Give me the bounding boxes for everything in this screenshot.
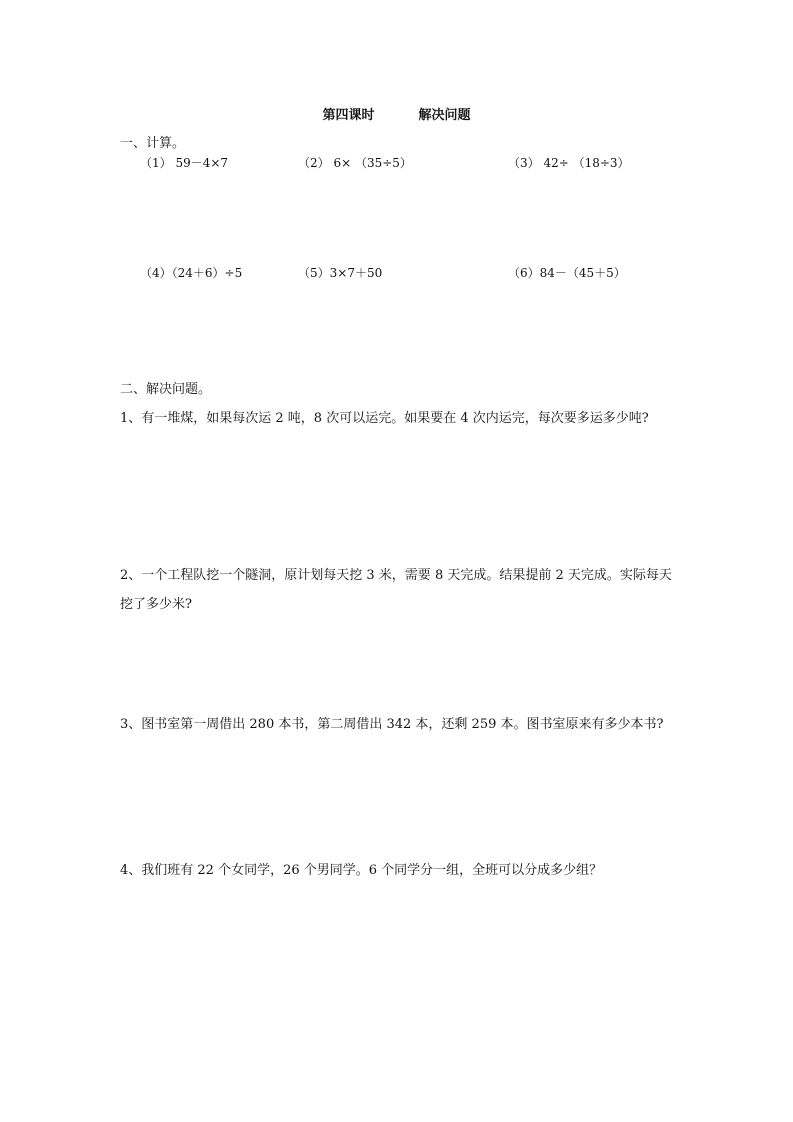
lesson-label: 第四课时	[322, 108, 375, 123]
expression-2: （2） 6× （35÷5）	[298, 156, 412, 170]
word-problem-1: 1、有一堆煤，如果每次运 2 吨，8 次可以运完。如果要在 4 次内运完，每次要多运多少吨?	[120, 411, 649, 426]
expression-6: （6）84－（45＋5）	[508, 266, 626, 280]
expression-4: （4）（24＋6）÷5	[140, 266, 243, 280]
page-title	[0, 104, 793, 123]
expression-1: （1） 59－4×7	[140, 156, 229, 170]
expression-5: （5）3×7＋50	[298, 266, 383, 280]
word-problem-2: 2、一个工程队挖一个隧洞，原计划每天挖 3 米，需要 8 天完成。结果提前 2 天完成。实际每天挖了多少米?	[120, 568, 672, 612]
word-problem-4: 4、我们班有 22 个女同学，26 个男同学。6 个同学分一组，全班可以分成多少组？	[120, 863, 603, 878]
expression-3: （3） 42÷ （18÷3）	[508, 156, 630, 170]
section-heading-problems: 二、解决问题。	[120, 382, 212, 397]
section-heading-calculation: 一、计算。	[120, 136, 186, 151]
word-problem-3: 3、图书室第一周借出 280 本书，第二周借出 342 本，还剩 259 本。图书室原来有多少本书?	[120, 717, 664, 732]
topic-label: 解决问题	[418, 108, 471, 123]
